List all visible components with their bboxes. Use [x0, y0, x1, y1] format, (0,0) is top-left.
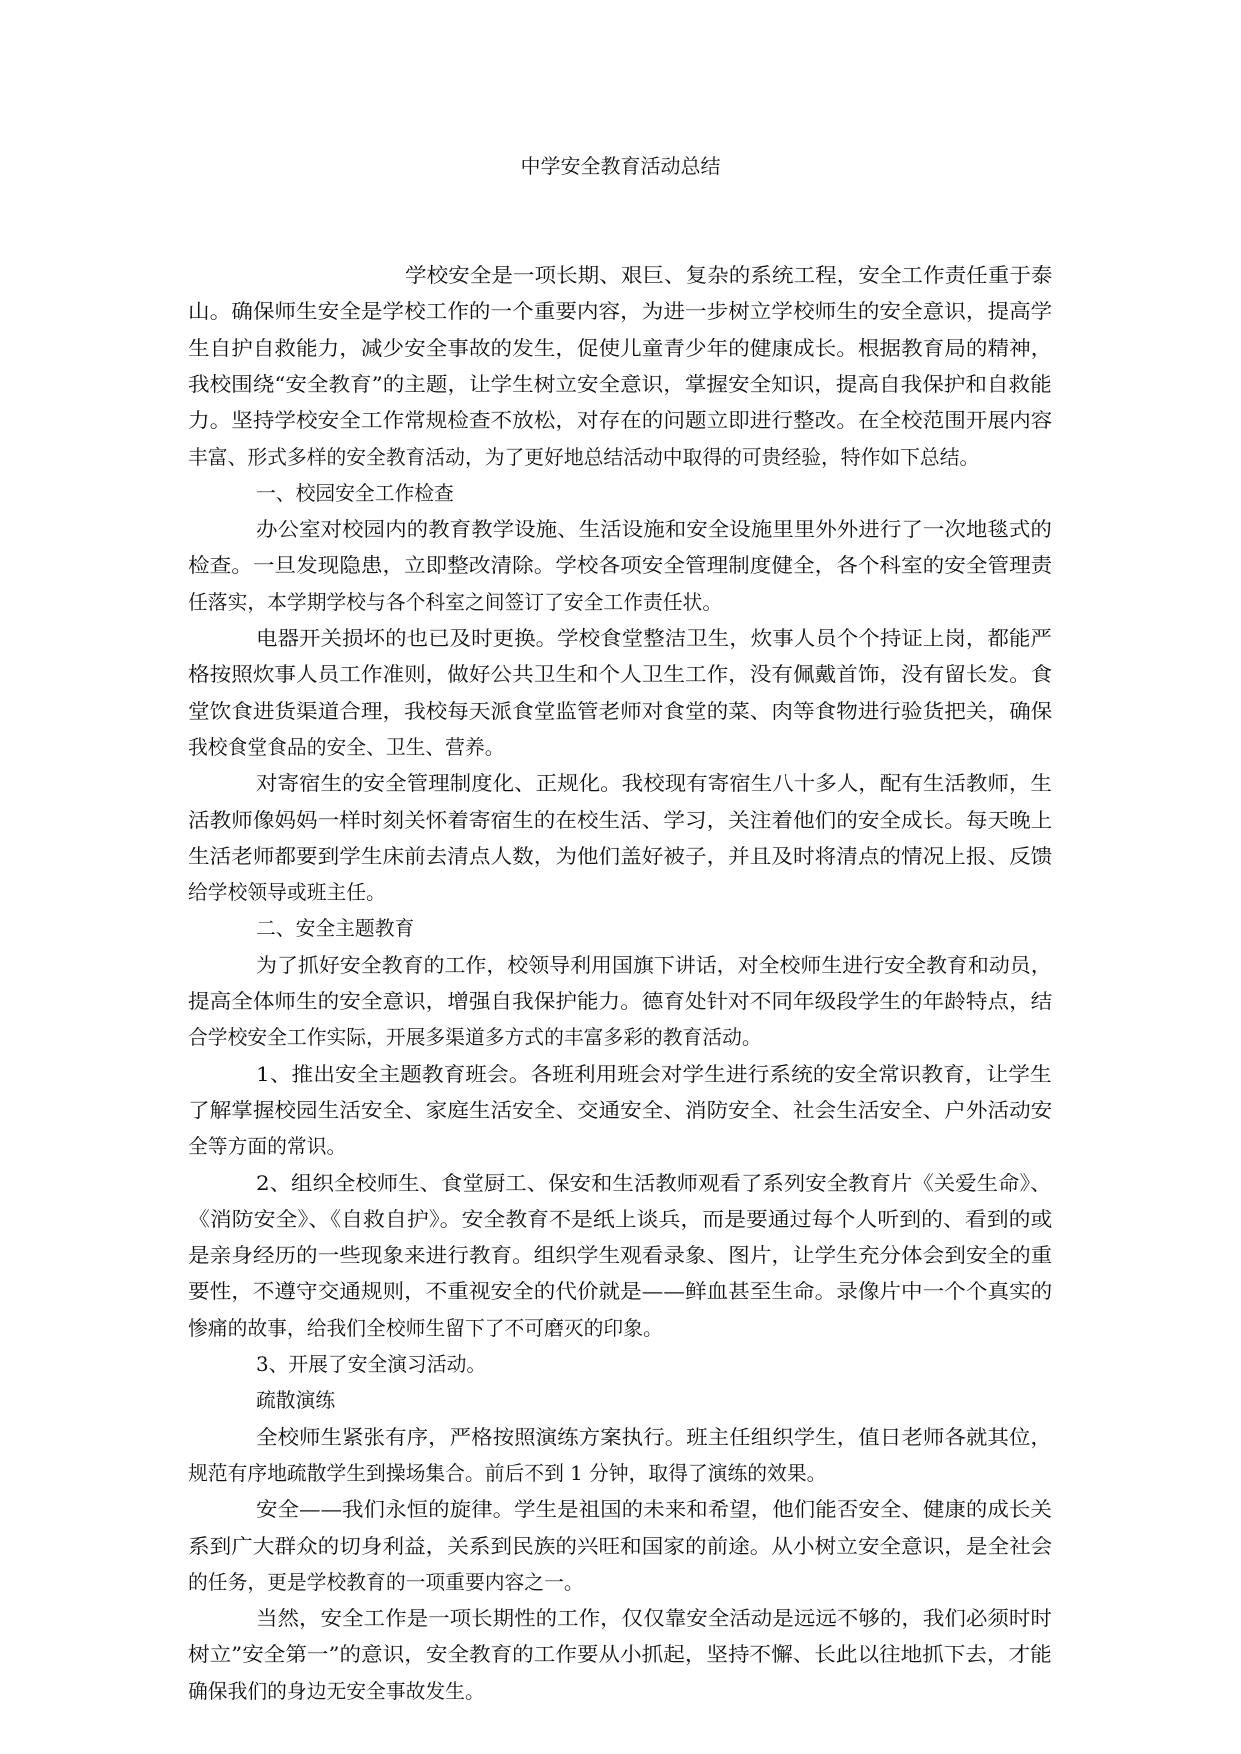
paragraph-line: 惨痛的故事，给我们全校师生留下了不可磨灭的印象。 [188, 1316, 663, 1340]
paragraph-line: 系到广大群众的切身利益，关系到民族的兴旺和国家的前途。从小树立安全意识，是全社会 [188, 1534, 1053, 1558]
paragraph-line: 堂饮食进货渠道合理，我校每天派食堂监管老师对食堂的菜、肉等食物进行验货把关，确保 [188, 699, 1053, 723]
paragraph-line: 1、推出安全主题教育班会。各班利用班会对学生进行系统的安全常识教育，让学生 [256, 1062, 1052, 1086]
paragraph-line: 了解掌握校园生活安全、家庭生活安全、交通安全、消防安全、社会生活安全、户外活动安 [188, 1098, 1053, 1122]
paragraph-line: 一、校园安全工作检查 [256, 481, 454, 505]
paragraph-line: 电器开关损坏的也已及时更换。学校食堂整洁卫生，炊事人员个个持证上岗，都能严 [256, 627, 1052, 650]
paragraph-line: 的任务，更是学校教育的一项重要内容之一。 [188, 1570, 584, 1594]
paragraph-line: 我校食堂食品的安全、卫生、营养。 [188, 735, 505, 759]
paragraph-line: 确保我们的身边无安全事故发生。 [188, 1679, 485, 1703]
paragraph-line: 全等方面的常识。 [188, 1135, 347, 1159]
paragraph-line: 疏散演练 [256, 1389, 336, 1413]
paragraph-line: 对寄宿生的安全管理制度化、正规化。我校现有寄宿生八十多人，配有生活教师，生 [256, 772, 1052, 796]
paragraph-line: 生自护自救能力，减少安全事故的发生，促使儿童青少年的健康成长。根据教育局的精神， [188, 336, 1053, 360]
paragraph-line: 二、安全主题教育 [256, 917, 415, 941]
paragraph-line: 规范有序地疏散学生到操场集合。前后不到 1 分钟，取得了演练的效果。 [188, 1461, 827, 1485]
paragraph-line: 检查。一旦发现隐患，立即整改清除。学校各项安全管理制度健全，各个科室的安全管理责 [188, 554, 1053, 578]
paragraph-line: 力。坚持学校安全工作常规检查不放松，对存在的问题立即进行整改。在全校范围开展内容 [188, 409, 1053, 433]
paragraph-line: 2、组织全校师生、食堂厨工、保安和生活教师观看了系列安全教育片《关爱生命》、 [256, 1171, 1052, 1195]
paragraph-line: 办公室对校园内的教育教学设施、生活设施和安全设施里里外外进行了一次地毯式的 [256, 518, 1052, 542]
document-title: 中学安全教育活动总结 [520, 154, 721, 178]
paragraph-line: 山。确保师生安全是学校工作的一个重要内容，为进一步树立学校师生的安全意识，提高学 [188, 300, 1053, 324]
paragraph-line: 当然，安全工作是一项长期性的工作，仅仅靠安全活动是远远不够的，我们必须时时 [256, 1607, 1052, 1631]
paragraph-line: 丰富、形式多样的安全教育活动，为了更好地总结活动中取得的可贵经验，特作如下总结。 [188, 445, 980, 469]
paragraph-line: 给学校领导或班主任。 [188, 881, 386, 905]
paragraph-line: 是亲身经历的一些现象来进行教育。组织学生观看录象、图片，让学生充分体会到安全的重 [188, 1244, 1053, 1268]
paragraph-line: 要性，不遵守交通规则，不重视安全的代价就是——鲜血甚至生命。录像片中一个个真实的 [188, 1280, 1053, 1304]
paragraph-line: 《消防安全》、《自救自护》。安全教育不是纸上谈兵，而是要通过每个人听到的、看到的或 [188, 1207, 1053, 1231]
paragraph-line: 全校师生紧张有序，严格按照演练方案执行。班主任组织学生，值日老师各就其位， [256, 1425, 1052, 1449]
paragraph-line: 任落实，本学期学校与各个科室之间签订了安全工作责任状。 [188, 590, 723, 614]
paragraph-line: 为了抓好安全教育的工作，校领导利用国旗下讲话，对全校师生进行安全教育和动员， [256, 953, 1052, 977]
paragraph-line: 格按照炊事人员工作准则，做好公共卫生和个人卫生工作，没有佩戴首饰，没有留长发。食 [188, 663, 1053, 687]
paragraph-line: 合学校安全工作实际，开展多渠道多方式的丰富多彩的教育活动。 [188, 1026, 762, 1050]
paragraph-line: 生活老师都要到学生床前去清点人数，为他们盖好被子，并且及时将清点的情况上报、反馈 [188, 844, 1053, 868]
paragraph-line: 活教师像妈妈一样时刻关怀着寄宿生的在校生活、学习，关注着他们的安全成长。每天晚上 [188, 808, 1053, 832]
paragraph-line: 提高全体师生的安全意识，增强自我保护能力。德育处针对不同年级段学生的年龄特点，结 [188, 990, 1053, 1013]
paragraph-line: 安全——我们永恒的旋律。学生是祖国的未来和希望，他们能否安全、健康的成长关 [256, 1498, 1052, 1522]
paragraph-line: 学校安全是一项长期、艰巨、复杂的系统工程，安全工作责任重于泰 [405, 264, 1053, 287]
paragraph-line: 3、开展了安全演习活动。 [256, 1353, 487, 1376]
paragraph-line: 树立”安全第一”的意识，安全教育的工作要从小抓起，坚持不懈、长此以往地抓下去，才能 [188, 1643, 1052, 1667]
paragraph-line: 我校围绕“安全教育”的主题，让学生树立安全意识，掌握安全知识，提高自我保护和自救能 [188, 372, 1052, 396]
